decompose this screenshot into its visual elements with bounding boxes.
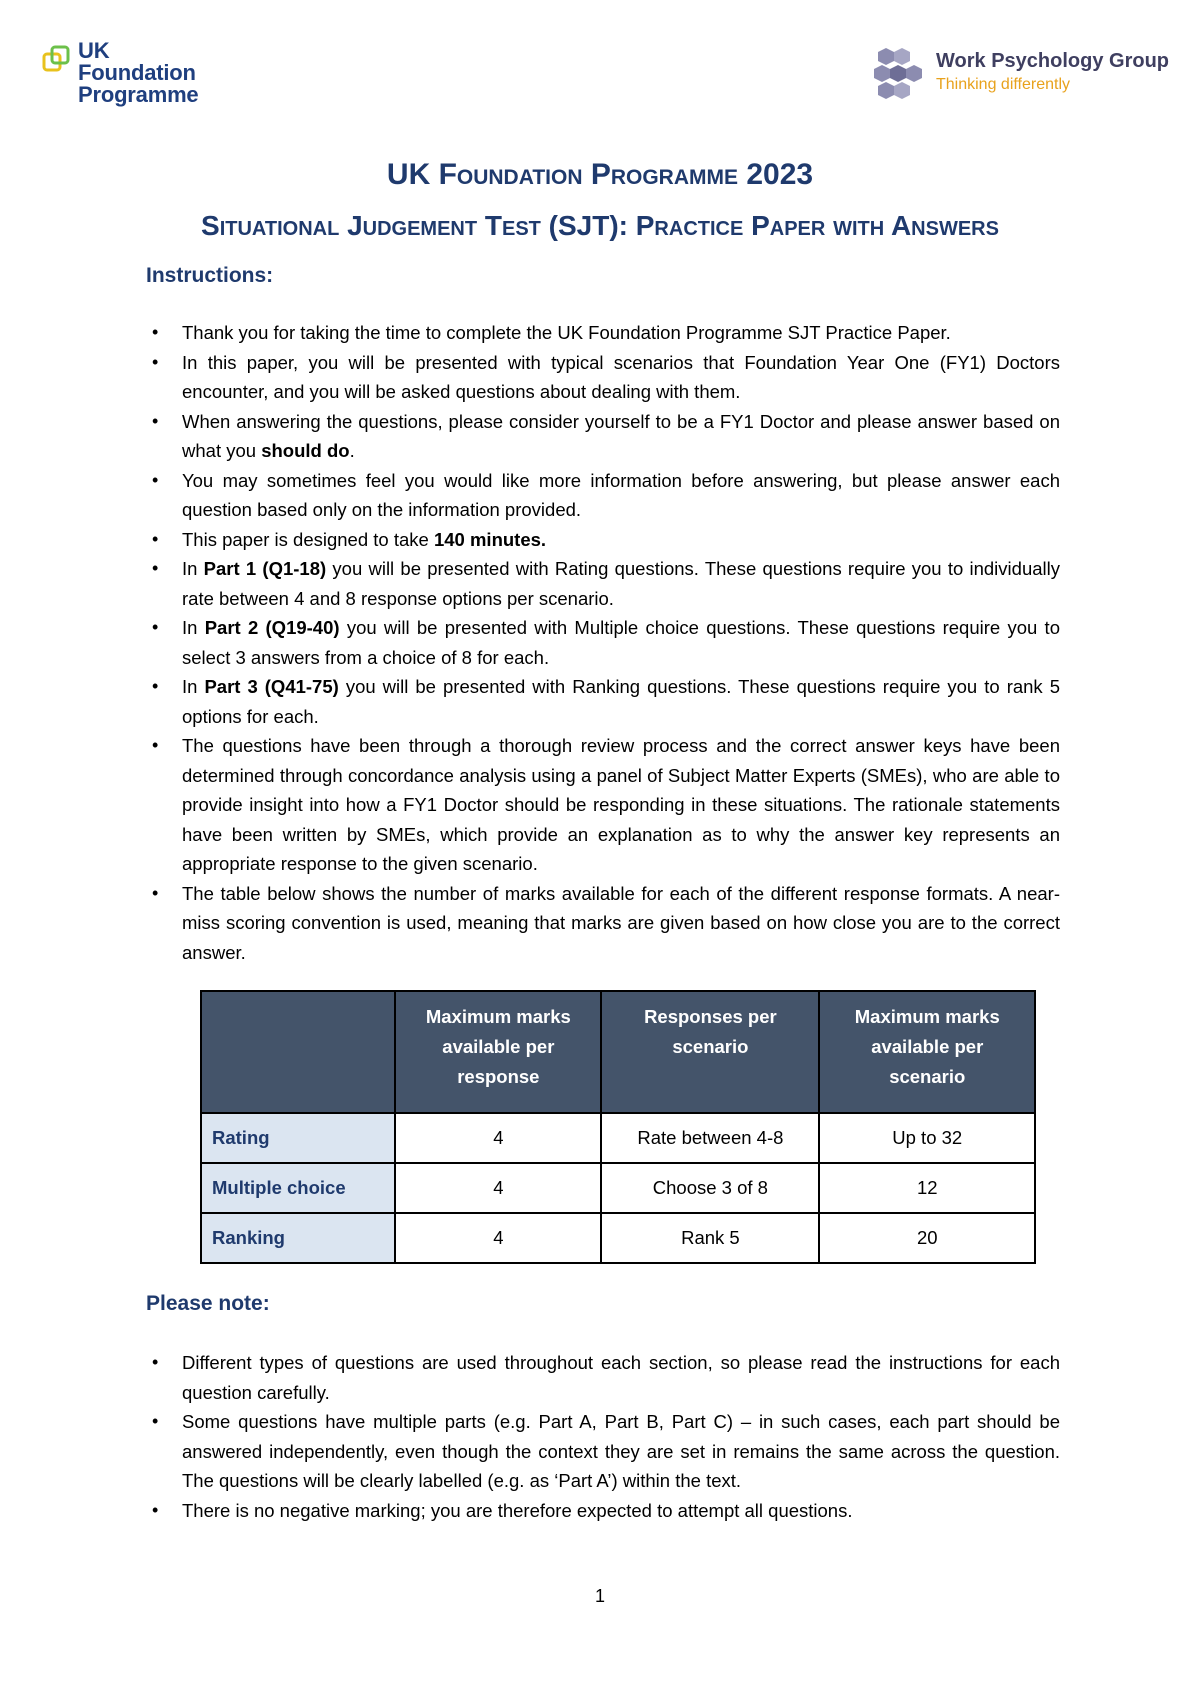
table-cell: Rate between 4-8 — [601, 1113, 819, 1163]
table-cell: Rank 5 — [601, 1213, 819, 1263]
table-row — [201, 1213, 1035, 1263]
instruction-item: • The questions have been through a thorough review process and the correct answer keys have been determined through concordance analysis using a panel of Subject Matter Experts (SMEs), who are able to provide insight into how a FY1 Doctor should be responding in these situations. The rationale statements have been written by SMEs, which provide an explanation as to why the answer key represents an appropriate response to the given scenario. — [146, 731, 1060, 879]
ukfp-wordmark — [78, 40, 198, 106]
table-header-cell: Maximum marks available per scenario — [819, 991, 1035, 1113]
instructions-list — [146, 318, 1060, 967]
instruction-item: • When answering the questions, please consider yourself to be a FY1 Doctor and please answer based on what you should do. — [146, 407, 1060, 466]
table-cell: 4 — [395, 1213, 601, 1263]
note-list — [146, 1348, 1060, 1525]
ukfp-line-1: UK — [78, 38, 110, 63]
instruction-item: • Thank you for taking the time to complete the UK Foundation Programme SJT Practice Paper. — [146, 318, 1060, 348]
row-label: Ranking — [201, 1213, 395, 1263]
instruction-item: • In Part 3 (Q41-75) you will be presented with Ranking questions. These questions require you to rank 5 options for each. — [146, 672, 1060, 731]
marks-table — [200, 990, 1036, 1264]
instruction-item: • In Part 2 (Q19-40) you will be presented with Multiple choice questions. These questions require you to select 3 answers from a choice of 8 for each. — [146, 613, 1060, 672]
instruction-item: • In this paper, you will be presented with typical scenarios that Foundation Year One (FY1) Doctors encounter, and you will be asked questions about dealing with them. — [146, 348, 1060, 407]
table-header-cell: Maximum marks available per response — [395, 991, 601, 1113]
work-psychology-group-logo — [872, 46, 1172, 106]
uk-foundation-programme-logo — [42, 40, 242, 110]
hexagon-cluster-icon — [872, 46, 930, 104]
table-cell: 4 — [395, 1113, 601, 1163]
note-item: • There is no negative marking; you are therefore expected to attempt all questions. — [146, 1496, 1060, 1526]
table-row — [201, 1163, 1035, 1213]
note-item: • Some questions have multiple parts (e.g. Part A, Part B, Part C) – in such cases, each part should be answered independently, even though the context they are set in remains the same across the question. The questions will be clearly labelled (e.g. as ‘Part A’) within the text. — [146, 1407, 1060, 1496]
table-cell: 12 — [819, 1163, 1035, 1213]
instructions-heading: Instructions: — [146, 264, 274, 287]
wpg-tagline: Thinking differently — [936, 76, 1070, 93]
table-cell: Up to 32 — [819, 1113, 1035, 1163]
row-label: Rating — [201, 1113, 395, 1163]
instruction-item: • You may sometimes feel you would like more information before answering, but please answer each question based only on the information provided. — [146, 466, 1060, 525]
table-header-cell: Responses per scenario — [601, 991, 819, 1113]
table-header-row — [201, 991, 1035, 1113]
table-cell: Choose 3 of 8 — [601, 1163, 819, 1213]
note-item: • Different types of questions are used throughout each section, so please read the instructions for each question carefully. — [146, 1348, 1060, 1407]
instruction-item: • This paper is designed to take 140 minutes. — [146, 525, 1060, 555]
ukfp-mark-icon — [42, 44, 76, 78]
ukfp-line-3: Programme — [78, 82, 199, 107]
page-title: UK Foundation Programme 2023 — [386, 158, 814, 191]
page-number: 1 — [594, 1586, 605, 1606]
note-heading: Please note: — [146, 1292, 270, 1315]
table-cell: 4 — [395, 1163, 601, 1213]
instruction-item: • The table below shows the number of marks available for each of the different response formats. A near-miss scoring convention is used, meaning that marks are given based on how close you are to the correct answer. — [146, 879, 1060, 968]
wpg-name: Work Psychology Group — [936, 50, 1169, 72]
row-label: Multiple choice — [201, 1163, 395, 1213]
ukfp-line-2: Foundation — [78, 60, 196, 85]
page-subtitle: Situational Judgement Test (SJT): Practice Paper with Answers — [201, 210, 999, 241]
table-row — [201, 1113, 1035, 1163]
table-cell: 20 — [819, 1213, 1035, 1263]
instruction-item: • In Part 1 (Q1-18) you will be presented with Rating questions. These questions require you to individually rate between 4 and 8 response options per scenario. — [146, 554, 1060, 613]
table-header-cell — [201, 991, 395, 1113]
